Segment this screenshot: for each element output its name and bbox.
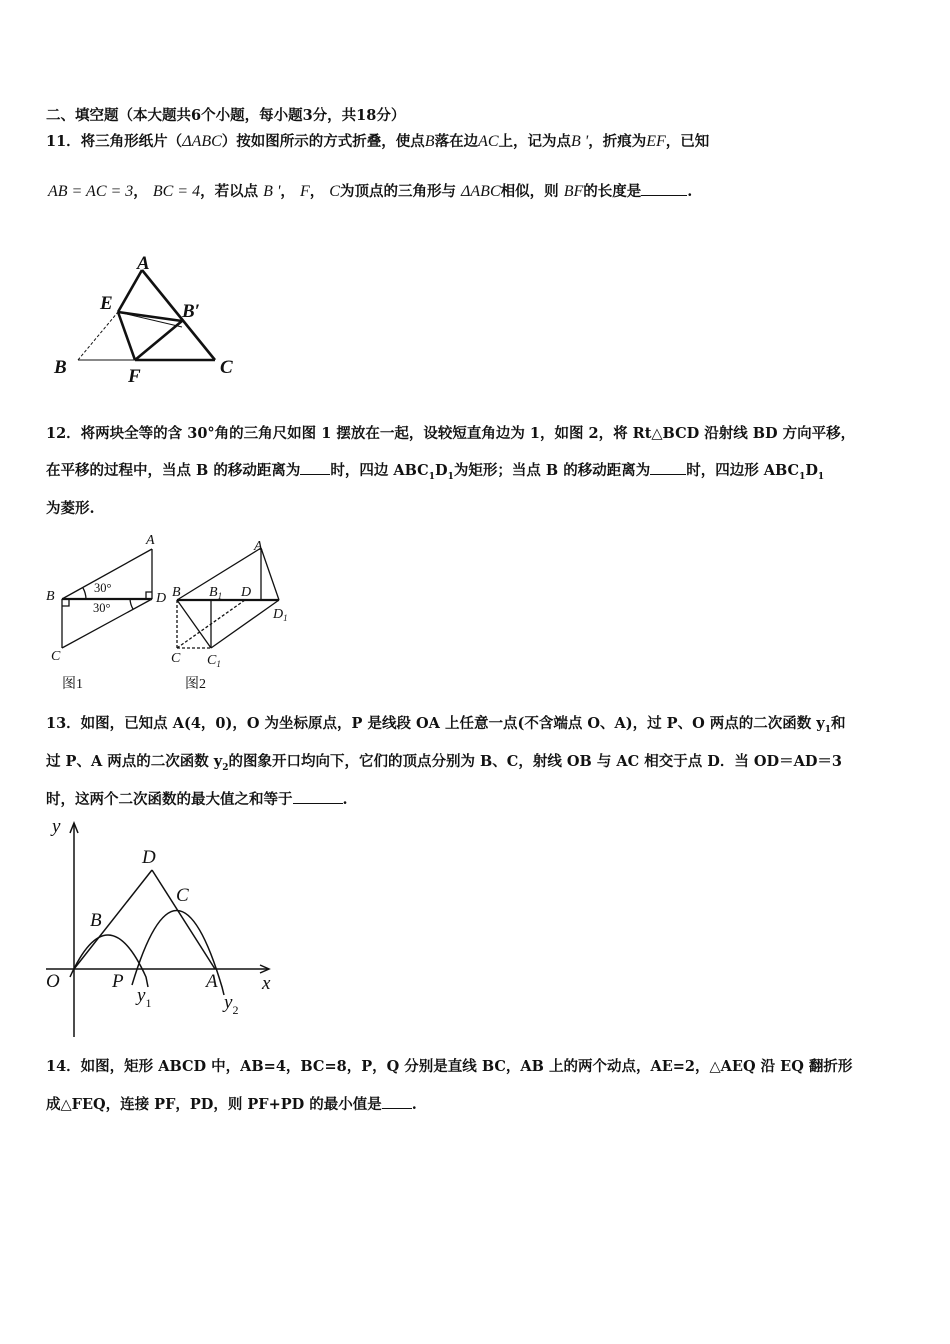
q14-line-2 — [46, 1093, 417, 1114]
q12-text: 在平移的过程中，当点 B 的移动距离为 — [46, 462, 301, 479]
q13-text: 的图象开口均向下，它们的顶点分别为 B、C，射线 OB 与 AC 相交于点 D．当 OD＝AD＝3 — [228, 753, 843, 770]
q12-sub: 1 — [799, 471, 806, 482]
angle-label-1: 30° — [94, 581, 112, 595]
label-b: B — [90, 910, 102, 931]
q12-sub: 1 — [447, 471, 454, 482]
q11-text: 的长度是 — [583, 183, 642, 200]
q11-text: ）按如图所示的方式折叠，使点 — [221, 133, 425, 150]
answer-blank[interactable] — [300, 462, 330, 475]
q13-figure — [40, 815, 290, 1040]
angle-label-2: 30° — [93, 601, 111, 615]
segment-fb1 — [135, 321, 182, 360]
q11-math: F — [299, 183, 310, 200]
answer-blank[interactable] — [382, 1096, 412, 1109]
label-p: P — [112, 971, 124, 992]
parabola-y1 — [70, 935, 148, 987]
label-c1-sub: 1 — [216, 659, 221, 669]
edge-c1-d1 — [211, 600, 279, 648]
label-b1-sub: 1 — [217, 591, 223, 601]
q11-math: BC = 4 — [152, 183, 201, 200]
label-d: D — [142, 847, 156, 868]
q12-text: D — [805, 462, 818, 479]
q11-text: 11．将三角形纸片（ — [46, 133, 183, 150]
q11-text: ，已知 — [665, 133, 710, 150]
q11-text: ， — [280, 183, 295, 200]
label-f: F — [128, 366, 141, 387]
q14-text: 成△FEQ，连接 PF，PD，则 PF+PD 的最小值是 — [46, 1096, 382, 1113]
q13-line-3 — [46, 788, 348, 809]
q12-line-3: 为菱形. — [46, 500, 95, 517]
q12-text: 时，四边形 ABC — [686, 462, 800, 479]
label-d: D — [241, 585, 252, 600]
q14-text: . — [411, 1096, 417, 1113]
q12-figure-2 — [165, 530, 305, 695]
q12-sub: 1 — [428, 471, 435, 482]
answer-blank[interactable] — [641, 183, 687, 196]
answer-blank[interactable] — [293, 791, 343, 804]
label-a: A — [146, 533, 155, 548]
side-ab-fold — [118, 270, 142, 312]
label-d1-main: D — [273, 607, 284, 622]
label-b: B — [46, 589, 55, 604]
fig1-caption: 图1 — [62, 677, 83, 692]
q11-math: B — [424, 133, 435, 150]
q11-math: AC — [478, 133, 499, 150]
label-c: C — [220, 357, 233, 378]
q13-text: 13．如图，已知点 A(4，0)，O 为坐标原点，P 是线段 OA 上任意一点(不含端点 O、A)，过 P、O 两点的二次函数 y — [46, 715, 825, 732]
label-b1 — [209, 585, 222, 601]
label-c: C — [176, 885, 189, 906]
label-d1 — [272, 607, 288, 623]
q13-sub: 2 — [222, 762, 229, 773]
label-y2-sub: 2 — [232, 1003, 239, 1017]
label-y2 — [222, 992, 238, 1017]
dashed-be — [78, 312, 118, 360]
q13-text: 和 — [831, 715, 846, 732]
q12-text: D — [435, 462, 448, 479]
q11-line-1 — [46, 130, 709, 151]
label-b: B — [172, 585, 181, 600]
q11-text: ， — [133, 183, 148, 200]
q11-text: 上，记为点 — [498, 133, 572, 150]
q11-math: BF — [563, 183, 584, 200]
label-y2-main: y — [224, 992, 233, 1013]
label-a: A — [254, 539, 263, 554]
label-c: C — [51, 649, 61, 664]
label-d: D — [156, 591, 167, 606]
ray-od — [74, 870, 152, 969]
q12-line-2 — [46, 459, 824, 482]
label-y1-main: y — [137, 985, 146, 1006]
q11-line-2 — [48, 180, 692, 201]
label-a: A — [206, 971, 218, 992]
label-d1-sub: 1 — [283, 613, 288, 623]
segment-ef — [118, 312, 135, 360]
q11-text: ， — [309, 183, 325, 200]
q11-math: EF — [646, 133, 666, 150]
label-c1-main: C — [207, 653, 217, 668]
q11-math: C — [329, 183, 340, 200]
q13-text: 过 P、A 两点的二次函数 y — [46, 753, 223, 770]
label-y1-sub: 1 — [145, 996, 152, 1010]
q11-math: B ' — [263, 183, 281, 200]
q11-text: 相似，则 — [500, 183, 559, 200]
label-a: A — [137, 253, 150, 274]
q12-sub: 1 — [817, 471, 825, 482]
q11-math: B ' — [571, 133, 589, 150]
q14-line-1: 14．如图，矩形 ABCD 中，AB=4，BC=8，P，Q 分别是直线 BC，AB 上的两个动点，AE=2，△AEQ 沿 EQ 翻折形 — [46, 1058, 853, 1075]
q11-figure — [40, 255, 250, 385]
section-title: 二、填空题（本大题共6个小题，每小题3分，共18分） — [46, 107, 406, 124]
label-o: O — [46, 971, 60, 992]
q11-text: ，若以点 — [200, 183, 259, 200]
edge-a-d1 — [261, 548, 279, 600]
fig2-caption: 图2 — [185, 677, 206, 692]
q13-text: 时，这两个二次函数的最大值之和等于 — [46, 791, 293, 808]
label-y1 — [135, 985, 151, 1010]
q12-figure-1 — [40, 530, 170, 695]
edge-b-c1 — [177, 600, 211, 648]
label-y: y — [52, 816, 61, 837]
q12-line-1: 12．将两块全等的含 30°角的三角尺如图 1 摆放在一起，设较短直角边为 1，如图 2，将 Rt△BCD 沿射线 BD 方向平移， — [46, 425, 856, 442]
q11-text: ，折痕为 — [588, 133, 647, 150]
label-c: C — [171, 651, 181, 666]
q12-text: 时，四边 ABC — [330, 462, 429, 479]
label-b1: B′ — [182, 301, 201, 322]
q13-line-1 — [46, 712, 846, 735]
q11-math: AB = AC = 3 — [48, 183, 134, 200]
q11-text: . — [687, 183, 693, 200]
q12-text: 为矩形；当点 B 的移动距离为 — [453, 462, 651, 479]
q13-sub: 1 — [824, 724, 831, 735]
label-e: E — [100, 293, 113, 314]
angle-arc-top — [83, 588, 86, 599]
label-b1-main: B — [209, 585, 218, 600]
q13-text: . — [342, 791, 348, 808]
answer-blank[interactable] — [650, 462, 686, 475]
q11-text: 落在边 — [434, 133, 479, 150]
label-b: B — [54, 357, 67, 378]
label-c1 — [207, 653, 221, 669]
q11-math: ΔABC — [182, 133, 222, 150]
q11-math: ΔABC — [461, 183, 501, 200]
angle-arc-bottom — [130, 599, 133, 609]
q13-line-2 — [46, 750, 842, 773]
label-x: x — [262, 973, 271, 994]
q11-text: 为顶点的三角形与 — [339, 183, 456, 200]
